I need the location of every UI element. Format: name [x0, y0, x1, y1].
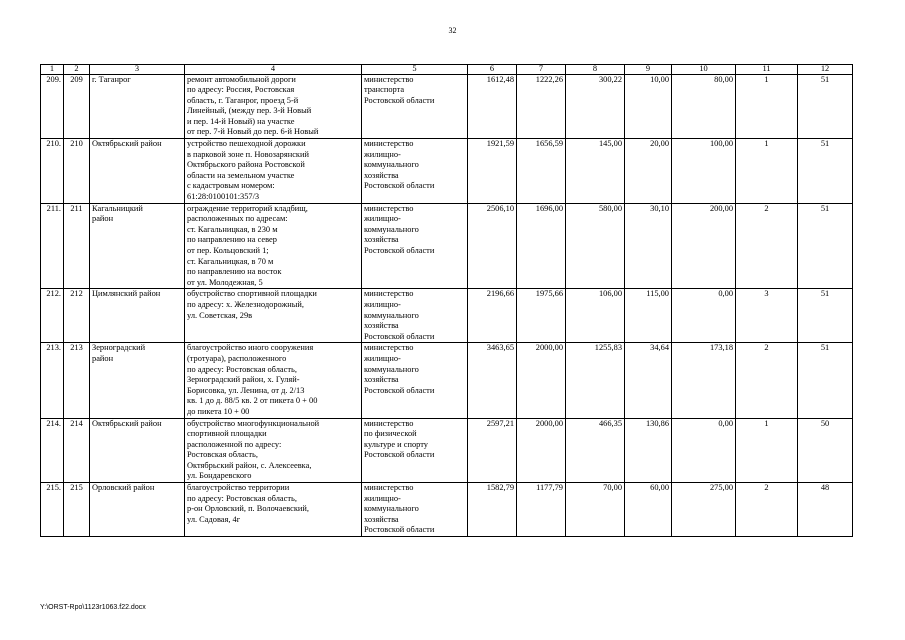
description-cell-line: по направлению на север [187, 235, 277, 245]
header-row [41, 65, 853, 75]
description-cell-line: ст. Кагальницкая, в 70 м [187, 256, 274, 266]
description-cell-line: области на земельном участке [187, 170, 295, 180]
table-row [41, 203, 853, 289]
table-row [41, 483, 853, 537]
description-cell-line: благоустройство иного сооружения [187, 343, 314, 353]
cost-local-cell: 466,35 [566, 418, 625, 483]
description-cell [185, 343, 362, 418]
cost-local-cell: 70,00 [566, 483, 625, 537]
description-cell-line: Октябрьский район, с. Алексеевка, [187, 460, 312, 470]
district-cell [90, 418, 185, 483]
cost-regional-cell: 1177,79 [517, 483, 566, 537]
description-cell-line: благоустройство территории [187, 483, 290, 493]
ministry-cell-line: министерство [364, 418, 414, 428]
cost-total-cell: 2597,21 [468, 418, 517, 483]
description-cell-line: в парковой зоне п. Новозарянский [187, 149, 309, 159]
column-header: 10 [672, 65, 736, 75]
description-cell [185, 74, 362, 139]
description-cell-line: и пер. 14-й Новый) на участке [187, 116, 295, 126]
description-cell-line: (тротуара), расположенного [187, 353, 287, 363]
cost-local-cell: 1255,83 [566, 343, 625, 418]
description-cell-line: р-он Орловский, п. Волочаевский, [187, 504, 309, 514]
district-cell [90, 74, 185, 139]
ministry-cell-line: Ростовской области [364, 95, 435, 105]
row-number: 210. [41, 139, 64, 204]
ministry-cell-line: хозяйства [364, 321, 399, 331]
district-cell [90, 289, 185, 343]
table-row [41, 289, 853, 343]
district-cell-line: Зерноградский [92, 343, 146, 353]
row-number: 211. [41, 203, 64, 289]
district-cell [90, 203, 185, 289]
ministry-cell-line: коммунального [364, 364, 419, 374]
row-index: 209 [64, 74, 90, 139]
score-cell: 51 [798, 343, 853, 418]
column-header: 11 [736, 65, 798, 75]
description-cell-line: ограждение территорий кладбищ, [187, 203, 308, 213]
cost-extra-cell: 80,00 [672, 74, 736, 139]
description-cell-line: до пикета 10 + 00 [187, 406, 250, 416]
ministry-cell-line: жилищно- [364, 149, 401, 159]
description-cell-line: Линейный, (между пер. 3-й Новый [187, 106, 312, 116]
table-row [41, 139, 853, 204]
cost-extra-cell: 173,18 [672, 343, 736, 418]
cost-regional-cell: 1975,66 [517, 289, 566, 343]
count-cell: 1 [736, 139, 798, 204]
cost-local-cell: 580,00 [566, 203, 625, 289]
column-header: 3 [90, 65, 185, 75]
cost-total-cell: 2196,66 [468, 289, 517, 343]
ministry-cell-line: коммунального [364, 224, 419, 234]
description-cell-line: от пер. 7-й Новый до пер. 6-й Новый [187, 127, 319, 137]
row-number: 212. [41, 289, 64, 343]
description-cell-line: по направлению на восток [187, 267, 282, 277]
description-cell-line: Зерноградский район, х. Гуляй- [187, 375, 300, 385]
description-cell-line: от пер. Кольцовский 1; [187, 246, 269, 255]
column-header: 5 [362, 65, 468, 75]
data-table [40, 64, 853, 537]
page-number: 32 [448, 26, 457, 35]
description-cell-line: ст. Кагальницкая, в 230 м [187, 224, 278, 234]
cost-other-cell: 30,10 [625, 203, 672, 289]
score-cell: 51 [798, 74, 853, 139]
ministry-cell-line: культуре и спорту [364, 439, 428, 449]
ministry-cell-line: Ростовской области [364, 181, 435, 191]
description-cell-line: ул. Бондаревского [187, 471, 252, 481]
description-cell-line: ремонт автомобильной дороги [187, 74, 296, 84]
description-cell-line: Октябрьского района Ростовской [187, 160, 305, 170]
description-cell-line: обустройство спортивной площадки [187, 289, 317, 299]
ministry-cell [362, 139, 468, 204]
cost-regional-cell: 1222,26 [517, 74, 566, 139]
column-header: 4 [185, 65, 362, 75]
cost-regional-cell: 1696,00 [517, 203, 566, 289]
description-cell-line: с кадастровым номером: [187, 181, 275, 191]
cost-extra-cell: 0,00 [672, 289, 736, 343]
description-cell [185, 203, 362, 289]
cost-other-cell: 20,00 [625, 139, 672, 204]
column-header: 9 [625, 65, 672, 75]
ministry-cell-line: Ростовской области [364, 385, 435, 395]
cost-local-cell: 300,22 [566, 74, 625, 139]
description-cell [185, 139, 362, 204]
count-cell: 3 [736, 289, 798, 343]
table-row [41, 74, 853, 139]
description-cell-line: область, г. Таганрог, проезд 5-й [187, 95, 299, 105]
district-cell [90, 139, 185, 204]
ministry-cell-line: хозяйства [364, 514, 399, 524]
count-cell: 2 [736, 203, 798, 289]
ministry-cell-line: коммунального [364, 160, 419, 170]
district-cell-line: Октябрьский район [92, 139, 162, 149]
cost-other-cell: 34,64 [625, 343, 672, 418]
ministry-cell-line: Ростовской области [364, 246, 435, 255]
cost-other-cell: 60,00 [625, 483, 672, 537]
ministry-cell-line: министерство [364, 343, 414, 353]
column-header: 6 [468, 65, 517, 75]
description-cell-line: ул. Советская, 29в [187, 310, 253, 320]
ministry-cell-line: министерство [364, 483, 414, 493]
ministry-cell-line: жилищно- [364, 299, 401, 309]
ministry-cell-line: по физической [364, 429, 417, 439]
district-cell-line: г. Таганрог [92, 74, 131, 84]
ministry-cell [362, 203, 468, 289]
table-row [41, 418, 853, 483]
ministry-cell-line: Ростовской области [364, 525, 435, 535]
row-number: 215. [41, 483, 64, 537]
ministry-cell-line: министерство [364, 139, 414, 149]
ministry-cell-line: жилищно- [364, 353, 401, 363]
district-cell-line: Октябрьский район [92, 418, 162, 428]
ministry-cell-line: жилищно- [364, 493, 401, 503]
description-cell-line: спортивной площадки [187, 429, 267, 439]
description-cell-line: по адресу: Россия, Ростовская [187, 85, 295, 95]
cost-local-cell: 106,00 [566, 289, 625, 343]
score-cell: 51 [798, 289, 853, 343]
ministry-cell-line: министерство [364, 203, 414, 213]
district-cell-line: район [92, 353, 114, 363]
row-index: 210 [64, 139, 90, 204]
cost-total-cell: 3463,65 [468, 343, 517, 418]
description-cell-line: Борисовка, ул. Ленина, от д. 2/13 [187, 385, 305, 395]
cost-regional-cell: 2000,00 [517, 343, 566, 418]
description-cell-line: от ул. Молодежная, 5 [187, 277, 263, 287]
cost-other-cell: 10,00 [625, 74, 672, 139]
cost-extra-cell: 275,00 [672, 483, 736, 537]
description-cell-line: ул. Садовая, 4г [187, 514, 241, 524]
score-cell: 50 [798, 418, 853, 483]
file-path: Y:\ORST-Rpo\1123r1063.f22.docx [40, 604, 146, 611]
count-cell: 2 [736, 483, 798, 537]
district-cell-line: Кагальницкий [92, 203, 143, 213]
count-cell: 2 [736, 343, 798, 418]
cost-other-cell: 130,86 [625, 418, 672, 483]
description-cell-line: расположенной по адресу: [187, 439, 282, 449]
district-cell-line: Орловский район [92, 483, 155, 493]
ministry-cell [362, 483, 468, 537]
ministry-cell-line: коммунального [364, 504, 419, 514]
ministry-cell-line: жилищно- [364, 214, 401, 224]
column-header: 7 [517, 65, 566, 75]
description-cell-line: 61:28:0100101:357/3 [187, 192, 260, 202]
count-cell: 1 [736, 418, 798, 483]
cost-total-cell: 1921,59 [468, 139, 517, 204]
ministry-cell-line: хозяйства [364, 235, 399, 245]
district-cell [90, 343, 185, 418]
cost-extra-cell: 0,00 [672, 418, 736, 483]
description-cell [185, 289, 362, 343]
row-number: 214. [41, 418, 64, 483]
table-row [41, 343, 853, 418]
description-cell-line: расположенных по адресам: [187, 214, 288, 224]
count-cell: 1 [736, 74, 798, 139]
cost-extra-cell: 100,00 [672, 139, 736, 204]
district-cell [90, 483, 185, 537]
row-index: 215 [64, 483, 90, 537]
cost-total-cell: 2506,10 [468, 203, 517, 289]
row-number: 209. [41, 74, 64, 139]
column-header: 1 [41, 65, 64, 75]
ministry-cell-line: коммунального [364, 310, 419, 320]
column-header: 2 [64, 65, 90, 75]
ministry-cell [362, 74, 468, 139]
ministry-cell-line: транспорта [364, 85, 405, 95]
ministry-cell-line: Ростовской области [364, 450, 435, 460]
row-number: 213. [41, 343, 64, 418]
ministry-cell-line: хозяйства [364, 170, 399, 180]
ministry-cell-line: министерство [364, 289, 414, 299]
ministry-cell [362, 289, 468, 343]
ministry-cell-line: Ростовской области [364, 331, 435, 341]
cost-extra-cell: 200,00 [672, 203, 736, 289]
row-index: 213 [64, 343, 90, 418]
description-cell-line: обустройство многофункциональной [187, 418, 320, 428]
cost-total-cell: 1582,79 [468, 483, 517, 537]
score-cell: 48 [798, 483, 853, 537]
description-cell-line: по адресу: х. Железнодорожный, [187, 299, 304, 309]
description-cell [185, 418, 362, 483]
district-cell-line: район [92, 214, 114, 224]
row-index: 211 [64, 203, 90, 289]
ministry-cell [362, 343, 468, 418]
cost-other-cell: 115,00 [625, 289, 672, 343]
cost-regional-cell: 1656,59 [517, 139, 566, 204]
row-index: 212 [64, 289, 90, 343]
row-index: 214 [64, 418, 90, 483]
description-cell-line: кв. 1 до д. 88/5 кв. 2 от пикета 0 + 00 [187, 396, 318, 406]
description-cell-line: по адресу: Ростовская область, [187, 364, 297, 374]
score-cell: 51 [798, 139, 853, 204]
ministry-cell-line: министерство [364, 74, 414, 84]
column-header: 12 [798, 65, 853, 75]
ministry-cell [362, 418, 468, 483]
description-cell-line: по адресу: Ростовская область, [187, 493, 297, 503]
district-cell-line: Цимлянский район [92, 289, 161, 299]
column-header: 8 [566, 65, 625, 75]
description-cell-line: Ростовская область, [187, 450, 258, 460]
cost-total-cell: 1612,48 [468, 74, 517, 139]
cost-regional-cell: 2000,00 [517, 418, 566, 483]
description-cell-line: устройство пешеходной дорожки [187, 139, 306, 149]
ministry-cell-line: хозяйства [364, 375, 399, 385]
score-cell: 51 [798, 203, 853, 289]
description-cell [185, 483, 362, 537]
cost-local-cell: 145,00 [566, 139, 625, 204]
